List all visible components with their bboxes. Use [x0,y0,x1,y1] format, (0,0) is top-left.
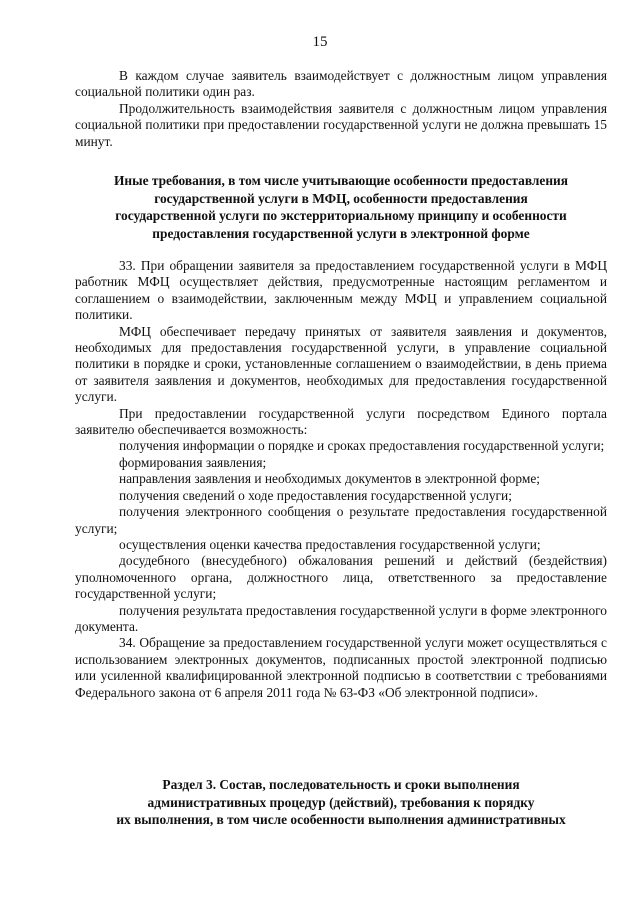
paragraph: 34. Обращение за предоставлением государственной услуги может осуществляться с использованием электронных документов, подписанных простой электронной подписью или усиленной квалифицированной электронной подписью в соответствии с требованиями Федерального закона от 6 апреля 2011 года № 63-ФЗ «Об электронной подписи». [75,635,607,700]
paragraph: При предоставлении государственной услуги посредством Единого портала заявителю обеспечивается возможность: [75,405,607,438]
heading-line: Иные требования, в том числе учитывающие особенности предоставления [113,173,569,188]
list-item: осуществления оценки качества предоставления государственной услуги; [119,536,541,552]
paragraph: 33. При обращении заявителя за предоставлением государственной услуги в МФЦ работник МФЦ осуществляет действия, предусмотренные настоящим регламентом и соглашением о взаимодействии, заключенным между МФЦ и управлением социальной политики. [75,258,607,323]
list-item: направления заявления и необходимых документов в электронной форме; [119,471,541,487]
heading-line: административных процедур (действий), требования к порядку [147,794,535,810]
heading-line: предоставления государственной услуги в электронной форме [152,225,530,241]
heading-line: Раздел 3. Состав, последовательность и сроки выполнения [162,777,520,792]
list-item: получения результата предоставления государственной услуги в форме электронного документа. [75,602,607,634]
list-item: получения электронного сообщения о результате предоставления государственной услуги; [75,504,607,536]
body-section [75,258,607,701]
intro-section [75,68,607,150]
heading-line: их выполнения, в том числе особенности выполнения административных [116,812,566,828]
list-item: формирования заявления; [119,454,267,470]
heading-line: государственной услуги в МФЦ, особенности предоставления [154,190,528,206]
list-item: досудебного (внесудебного) обжалования решений и действий (бездействия) уполномоченного органа, должностного лица, ответственного за предоставление государственной услуги; [75,553,607,602]
list-item: получения сведений о ходе предоставления государственной услуги; [119,487,512,503]
paragraph: Продолжительность взаимодействия заявителя с должностным лицом управления социальной политики при предоставлении государственной услуги не должна превышать 15 минут. [75,100,607,149]
heading-line: государственной услуги по экстерриториальному принципу и особенности [115,208,567,224]
paragraph: МФЦ обеспечивает передачу принятых от заявителя заявления и документов, необходимых для предоставления государственной услуги, в управление социальной политики в порядке и сроки, установленные соглашением о взаимодействии, в день приема от заявителя заявления и документов, необходимых для предоставления государственной услуги. [75,323,607,405]
list-item: получения информации о порядке и сроках предоставления государственной услуги; [119,438,605,454]
page-number: 15 [312,34,328,50]
paragraph: В каждом случае заявитель взаимодействует с должностным лицом управления социальной политики один раз. [75,68,607,100]
section-heading [70,776,612,829]
section-heading [70,172,612,242]
